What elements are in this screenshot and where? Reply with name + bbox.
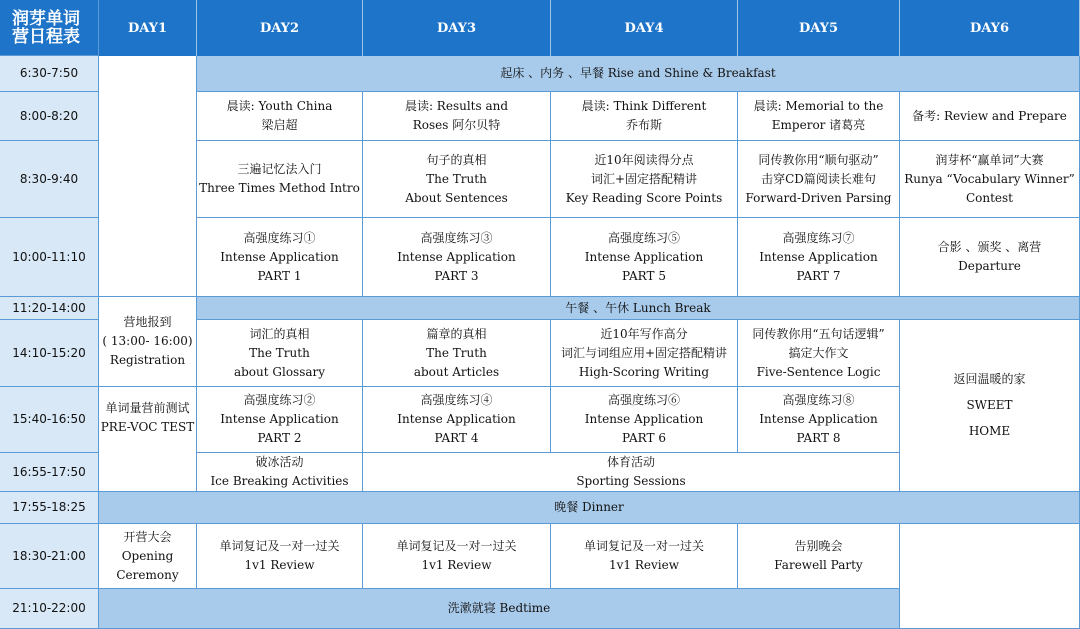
cell-line: 高强度练习① [243, 230, 316, 245]
cell-line: 高强度练习⑦ [782, 230, 855, 245]
cell-line: PART 5 [622, 268, 666, 283]
cell-line: Intense Application [584, 249, 704, 264]
cell-line: 营地报到 [123, 315, 172, 329]
cell-line: The Truth [426, 345, 487, 360]
cell-line: 高强度练习⑥ [607, 393, 680, 407]
morning-read-day5 [738, 92, 900, 141]
time-slot: 11:20-14:00 [0, 297, 99, 320]
session2-day3 [363, 320, 551, 387]
cell-line: 单词复记及一对一过关 [583, 539, 704, 553]
cell-line: Departure [958, 259, 1021, 273]
cell-line: Contest [965, 190, 1014, 205]
cell-line: 高强度练习⑧ [782, 393, 855, 407]
cell-line: 词汇的真相 [249, 326, 310, 341]
session1-day3 [363, 141, 551, 218]
cell-line: Registration [109, 353, 186, 367]
cell-line: Forward-Driven Parsing [745, 190, 892, 205]
practice1-day4 [551, 218, 738, 297]
day1-registration [99, 297, 197, 387]
cell-line: 单词复记及一对一过关 [396, 539, 517, 553]
evening-day5 [738, 524, 900, 589]
cell-line: 晨读: Think Different [581, 99, 707, 113]
cell-line: PART 4 [434, 431, 479, 445]
header-day1: DAY1 [99, 0, 197, 56]
icebreak-day2 [197, 453, 363, 492]
time-slot: 21:10-22:00 [0, 589, 99, 629]
cell-line: SWEET [966, 398, 1013, 412]
cell-line: 梁启超 [261, 118, 298, 132]
cell-line: Runya “Vocabulary Winner” [904, 171, 1075, 186]
time-slot: 8:30-9:40 [0, 141, 99, 218]
day6-home [900, 320, 1080, 492]
cell-line: 破冰活动 [255, 455, 304, 469]
session2-day4 [551, 320, 738, 387]
cell-line: 近10年阅读得分点 [594, 152, 694, 167]
cell-line: 润芽杯“赢单词”大赛 [935, 152, 1044, 167]
cell-line: 三遍记忆法入门 [237, 162, 322, 176]
time-slot: 16:55-17:50 [0, 453, 99, 492]
cell-line: 体育活动 [606, 455, 655, 469]
cell-line: 1v1 Review [421, 558, 492, 572]
day1-empty-cell [99, 56, 197, 297]
cell-line: PART 8 [796, 431, 841, 445]
day1-opening [99, 524, 197, 589]
cell-line: Intense Application [759, 412, 878, 426]
schedule-logo [0, 0, 99, 56]
cell-line: 近10年写作高分 [600, 326, 688, 341]
header-day2: DAY2 [197, 0, 363, 56]
cell-line: 告别晚会 [794, 539, 843, 553]
cell-line: 搞定大作文 [788, 345, 849, 360]
cell-line: 同传教你用“顺句驱动” [758, 152, 879, 167]
session1-day4 [551, 141, 738, 218]
breakfast-band: 起床 、内务 、早餐 Rise and Shine & Breakfast [197, 56, 1080, 92]
header-day4: DAY4 [551, 0, 738, 56]
cell-line: ( 13:00- 16:00) [102, 334, 193, 348]
cell-line: Intense Application [759, 249, 878, 264]
practice2-day4 [551, 387, 738, 453]
cell-line: Intense Application [220, 249, 339, 264]
day1-pre-voc-test [99, 387, 197, 492]
lunch-band: 午餐 、午休 Lunch Break [197, 297, 1080, 320]
cell-line: 1v1 Review [609, 558, 679, 572]
time-slot: 10:00-11:10 [0, 218, 99, 297]
practice2-day5 [738, 387, 900, 453]
cell-line: 1v1 Review [244, 558, 315, 572]
cell-line: Opening [121, 548, 174, 563]
cell-line: PART 6 [622, 431, 666, 445]
cell-line: 备考: Review and Prepare [912, 108, 1067, 123]
cell-line: 篇章的真相 [426, 326, 487, 341]
session1-day2 [197, 141, 363, 218]
cell-line: High-Scoring Writing [578, 364, 710, 379]
logo-line-1: 润芽单词 [12, 8, 80, 29]
cell-line: 词汇与词组应用+固定搭配精讲 [560, 345, 728, 360]
time-slot: 8:00-8:20 [0, 92, 99, 141]
practice1-day5 [738, 218, 900, 297]
practice1-day3 [363, 218, 551, 297]
cell-line: 词汇+固定搭配精讲 [590, 171, 698, 186]
practice1-day6 [900, 218, 1080, 297]
cell-line: About Sentences [405, 190, 508, 205]
time-slot: 17:55-18:25 [0, 492, 99, 524]
bedtime-band: 洗漱就寝 Bedtime [99, 589, 900, 629]
time-slot: 14:10-15:20 [0, 320, 99, 387]
dinner-band: 晚餐 Dinner [99, 492, 1080, 524]
day6-empty-cell [900, 524, 1080, 629]
cell-line: 单词复记及一对一过关 [219, 539, 340, 553]
sports-day3-5 [363, 453, 900, 492]
cell-line: The Truth [249, 345, 310, 360]
cell-line: 高强度练习② [243, 393, 316, 407]
logo-line-2: 营日程表 [12, 26, 80, 47]
evening-day2 [197, 524, 363, 589]
cell-line: Emperor 诸葛亮 [771, 118, 866, 132]
session2-day5 [738, 320, 900, 387]
practice1-day2 [197, 218, 363, 297]
cell-line: HOME [968, 424, 1011, 438]
cell-line: Intense Application [397, 249, 516, 264]
cell-line: Ice Breaking Activities [210, 474, 349, 488]
time-slot: 15:40-16:50 [0, 387, 99, 453]
cell-line: 开营大会 [123, 529, 172, 544]
cell-line: Intense Application [397, 412, 516, 426]
cell-line: 同传教你用“五句话逻辑” [752, 326, 885, 341]
cell-line: PART 7 [796, 268, 841, 283]
cell-line: The Truth [426, 171, 487, 186]
cell-line: PRE-VOC TEST [100, 420, 195, 434]
cell-line: Farewell Party [774, 558, 863, 572]
cell-line: Five-Sentence Logic [756, 364, 881, 379]
session2-day2 [197, 320, 363, 387]
cell-line: 返回温暖的家 [953, 372, 1026, 386]
header-day6: DAY6 [900, 0, 1080, 56]
cell-line: PART 2 [257, 431, 302, 445]
cell-line: 乔布斯 [625, 118, 662, 132]
header-day5: DAY5 [738, 0, 900, 56]
cell-line: Key Reading Score Points [565, 190, 723, 205]
cell-line: 晨读: Memorial to the [753, 99, 884, 113]
morning-read-day3 [363, 92, 551, 141]
cell-line: 高强度练习④ [420, 393, 493, 407]
cell-line: PART 1 [257, 268, 302, 283]
cell-line: 单词量营前测试 [105, 401, 190, 415]
cell-line: Three Times Method Intro [199, 181, 360, 195]
cell-line: 高强度练习③ [420, 230, 493, 245]
evening-day4 [551, 524, 738, 589]
cell-line: Intense Application [220, 412, 339, 426]
cell-line: Ceremony [116, 567, 179, 582]
time-slot: 6:30-7:50 [0, 56, 99, 92]
evening-day3 [363, 524, 551, 589]
time-slot: 18:30-21:00 [0, 524, 99, 589]
practice2-day3 [363, 387, 551, 453]
morning-read-day6 [900, 92, 1080, 141]
cell-line: 合影 、颁奖 、离营 [937, 240, 1042, 254]
morning-read-day4 [551, 92, 738, 141]
cell-line: 晨读: Youth China [226, 99, 333, 113]
cell-line: about Articles [413, 364, 500, 379]
cell-line: 句子的真相 [426, 152, 487, 167]
morning-read-day2 [197, 92, 363, 141]
cell-line: 击穿CD篇阅读长难句 [761, 171, 876, 186]
session1-day5 [738, 141, 900, 218]
cell-line: Sporting Sessions [576, 474, 686, 488]
header-day3: DAY3 [363, 0, 551, 56]
session1-day6 [900, 141, 1080, 218]
practice2-day2 [197, 387, 363, 453]
cell-line: 晨读: Results and [404, 99, 509, 113]
cell-line: 高强度练习⑤ [607, 230, 680, 245]
cell-line: about Glossary [233, 364, 326, 379]
cell-line: Intense Application [584, 412, 704, 426]
cell-line: PART 3 [434, 268, 479, 283]
cell-line: Roses 阿尔贝特 [412, 118, 501, 132]
